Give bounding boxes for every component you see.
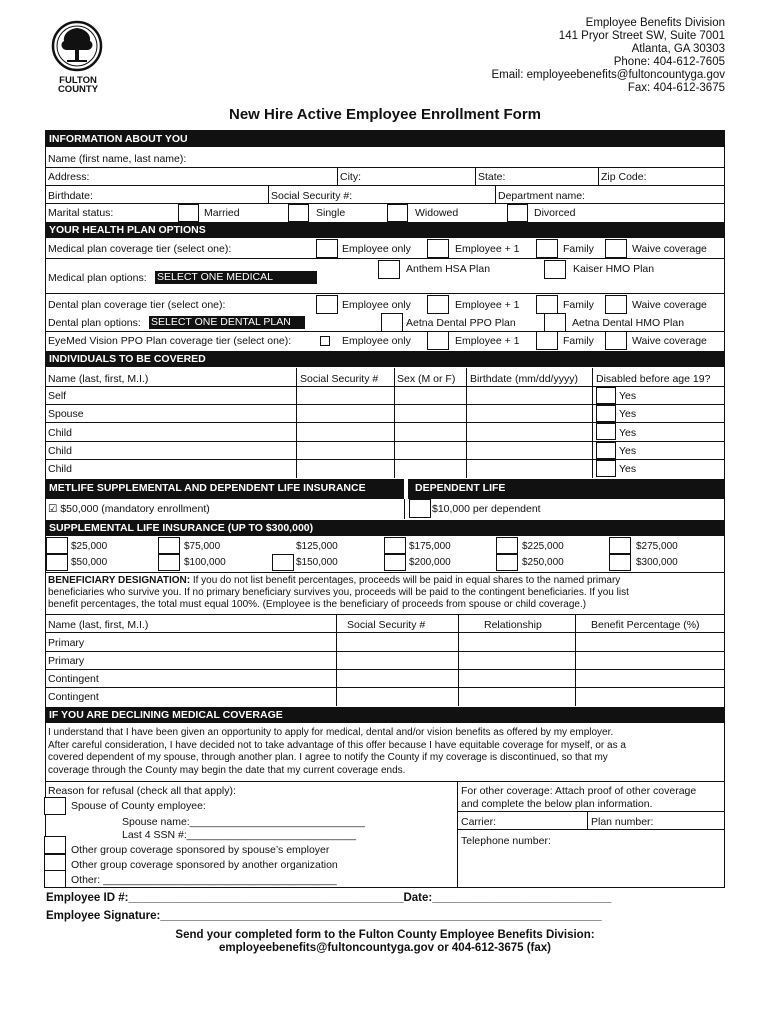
individual-row-label: Spouse: [48, 408, 84, 420]
dental-family-label: Family: [563, 299, 594, 311]
ben-row-label: Contingent: [48, 691, 99, 703]
supp-amount: $175,000: [409, 541, 451, 552]
group-spouse-checkbox[interactable]: [44, 836, 66, 854]
form-title: New Hire Active Employee Enrollment Form: [228, 106, 542, 123]
col-sex: Sex (M or F): [397, 373, 456, 385]
married-checkbox[interactable]: [178, 204, 199, 222]
vision-employee-only-checkbox[interactable]: [320, 336, 330, 346]
footer: [0, 929, 770, 955]
group-spouse-label: Other group coverage sponsored by spouse’s employer: [71, 844, 330, 856]
org-address: [491, 17, 725, 95]
proof-line1: For other coverage: Attach proof of other coverage: [461, 785, 697, 797]
dental-waive-label: Waive coverage: [632, 299, 707, 311]
aetna-hmo-checkbox[interactable]: [544, 313, 566, 332]
single-checkbox[interactable]: [288, 204, 309, 222]
medical-tier-label: Medical plan coverage tier (select one):: [48, 243, 232, 255]
disabled-yes-label: Yes: [619, 463, 637, 475]
single-label: Single: [316, 207, 346, 219]
aetna-hmo-label: Aetna Dental HMO Plan: [572, 317, 685, 329]
kaiser-hmo-checkbox[interactable]: [544, 260, 566, 279]
medical-options-label: Medical plan options:: [48, 272, 147, 284]
dental-options-label: Dental plan options:: [48, 317, 141, 329]
section-header-dependent-life: DEPENDENT LIFE: [408, 479, 724, 499]
medical-family-label: Family: [563, 243, 594, 255]
birthdate-label: Birthdate:: [48, 190, 93, 202]
reason-label: Reason for refusal (check all that apply):: [48, 785, 236, 797]
disabled-yes-label: Yes: [619, 408, 637, 420]
beneficiary-line1: If you do not list benefit percentages, proceeds will be paid in equal shares to the named primary: [190, 575, 621, 586]
supp-checkbox-300000[interactable]: [609, 554, 631, 571]
city-label: City:: [340, 171, 361, 183]
supp-amount: $225,000: [522, 541, 564, 552]
plan-number-label: Plan number:: [591, 816, 654, 828]
vision-family-label: Family: [563, 335, 594, 347]
vision-waive-label: Waive coverage: [632, 335, 707, 347]
dependent-life-label: $10,000 per dependent: [432, 503, 541, 515]
medical-waive-label: Waive coverage: [632, 243, 707, 255]
supp-amount: $200,000: [409, 557, 451, 568]
supp-amount: $125,000: [296, 541, 338, 552]
individual-row-label: Child: [48, 463, 72, 475]
supp-checkbox-150000[interactable]: [272, 554, 294, 571]
dental-employee-plus-one-label: Employee + 1: [455, 299, 520, 311]
supp-checkbox-50000[interactable]: [46, 554, 68, 571]
supp-amount: $100,000: [184, 557, 226, 568]
divorced-label: Divorced: [534, 207, 576, 219]
vision-family-checkbox[interactable]: [536, 331, 558, 350]
dental-waive-checkbox[interactable]: [605, 295, 627, 314]
divorced-checkbox[interactable]: [507, 204, 528, 222]
ben-row-label: Primary: [48, 637, 85, 649]
dental-employee-only-label: Employee only: [342, 299, 411, 311]
beneficiary-line2: beneficiaries who survive you. If no primary beneficiary survives you, proceeds will be paid to the contingent beneficiaries. If you list: [48, 587, 629, 598]
declining-line1: I understand that I have been given an opportunity to apply for medical, dental and/or vision benefits as offered by my employer.: [48, 727, 614, 738]
supp-amount: $250,000: [522, 557, 564, 568]
email-address: Email: employeebenefits@fultoncountyga.gov: [491, 69, 725, 81]
dental-family-checkbox[interactable]: [536, 295, 558, 314]
vision-waive-checkbox[interactable]: [605, 331, 627, 350]
footer-line2: employeebenefits@fultoncountyga.gov or 404-612-3675 (fax): [218, 942, 552, 954]
fulton-county-logo: [50, 20, 110, 95]
col-disabled: Disabled before age 19?: [596, 373, 711, 385]
supp-amount: $275,000: [636, 541, 678, 552]
marital-label: Marital status:: [48, 207, 114, 219]
anthem-hsa-label: Anthem HSA Plan: [406, 263, 491, 275]
ssn-label: Social Security #:: [271, 190, 353, 202]
declining-line3: covered dependent of my spouse, through another plan. I agree to notify the County if my coverage is discontinued, so that my: [48, 752, 608, 763]
declining-line4: coverage through the County may begin the date that my current coverage ends.: [48, 764, 406, 776]
tree-seal-icon: [50, 20, 110, 72]
widowed-checkbox[interactable]: [387, 204, 408, 222]
supp-checkbox-225000[interactable]: [496, 537, 518, 554]
group-other-label: Other group coverage sponsored by another organization: [71, 859, 338, 871]
division-name: Employee Benefits Division: [585, 17, 725, 29]
ben-col-percentage: Benefit Percentage (%): [591, 619, 700, 631]
medical-employee-plus-one-label: Employee + 1: [455, 243, 520, 255]
section-header-declining: IF YOU ARE DECLINING MEDICAL COVERAGE: [46, 707, 724, 723]
ben-col-name: Name (last, first, M.I.): [48, 619, 149, 631]
street-address: 141 Pryor Street SW, Suite 7001: [558, 30, 725, 42]
beneficiary-line3: benefit percentages, the total must equal 100%. (Employee is the beneficiary of proceeds from spouse or child coverage.): [48, 599, 587, 610]
medical-employee-plus-one-checkbox[interactable]: [427, 239, 449, 258]
supp-checkbox-75000[interactable]: [158, 537, 180, 554]
dental-employee-plus-one-checkbox[interactable]: [427, 295, 449, 314]
footer-line1: Send your completed form to the Fulton County Employee Benefits Division:: [175, 929, 595, 941]
ben-row-label: Contingent: [48, 673, 99, 685]
col-birthdate: Birthdate (mm/dd/yyyy): [470, 373, 578, 385]
disabled-checkbox[interactable]: [596, 442, 616, 459]
supp-amount: $75,000: [184, 541, 221, 552]
employee-id-date-line[interactable]: Employee ID #:___________________________________________Date:____________________________: [46, 892, 612, 904]
ben-row-label: Primary: [48, 655, 85, 667]
dental-tier-label: Dental plan coverage tier (select one):: [48, 299, 226, 311]
address-label: Address:: [48, 171, 90, 183]
beneficiary-paragraph: [48, 575, 724, 611]
fax-number: Fax: 404-612-3675: [627, 82, 725, 94]
state-label: State:: [478, 171, 506, 183]
city-address: Atlanta, GA 30303: [631, 43, 725, 55]
supp-amount: $50,000: [71, 557, 108, 568]
section-header-health: YOUR HEALTH PLAN OPTIONS: [46, 222, 724, 238]
kaiser-hmo-label: Kaiser HMO Plan: [573, 263, 655, 275]
vision-tier-label: EyeMed Vision PPO Plan coverage tier (select one):: [48, 335, 292, 347]
disabled-checkbox[interactable]: [596, 423, 616, 440]
supp-checkbox-175000[interactable]: [384, 537, 406, 554]
disabled-yes-label: Yes: [619, 427, 637, 439]
spouse-employee-checkbox[interactable]: [44, 797, 66, 815]
ben-col-ssn: Social Security #: [347, 619, 426, 631]
supp-amount: $300,000: [636, 557, 678, 568]
medical-family-checkbox[interactable]: [536, 239, 558, 258]
supp-checkbox-275000[interactable]: [609, 537, 631, 554]
section-header-individuals: INDIVIDUALS TO BE COVERED: [46, 351, 724, 367]
disabled-yes-label: Yes: [619, 445, 637, 457]
carrier-label: Carrier:: [461, 816, 497, 828]
medical-plan-select[interactable]: SELECT ONE MEDICAL: [155, 271, 317, 284]
section-header-info: INFORMATION ABOUT YOU: [46, 131, 724, 147]
individual-row-label: Self: [48, 390, 67, 402]
section-header-metlife: METLIFE SUPPLEMENTAL AND DEPENDENT LIFE INSURANCE: [46, 479, 724, 499]
vision-employee-plus-one-checkbox[interactable]: [427, 331, 449, 350]
supp-amount: $150,000: [296, 557, 338, 568]
supp-checkbox-100000[interactable]: [158, 554, 180, 571]
spouse-employee-label: Spouse of County employee:: [71, 800, 206, 812]
col-ssn: Social Security #: [300, 373, 379, 385]
disabled-checkbox[interactable]: [596, 387, 616, 404]
spouse-name-field[interactable]: Spouse name:______________________________: [122, 816, 365, 828]
disabled-checkbox[interactable]: [596, 460, 616, 477]
zip-label: Zip Code:: [601, 171, 647, 183]
anthem-hsa-checkbox[interactable]: [378, 260, 400, 279]
married-label: Married: [204, 207, 240, 219]
dental-employee-only-checkbox[interactable]: [316, 295, 338, 314]
col-name: Name (last, first, M.I.): [48, 373, 149, 385]
other-checkbox[interactable]: [44, 870, 66, 888]
logo-text-fulton: FULTON COUNTY: [57, 75, 99, 95]
supp-amount: $25,000: [71, 541, 108, 552]
telephone-label: Telephone number:: [461, 835, 551, 847]
department-label: Department name:: [498, 190, 585, 202]
dental-plan-select[interactable]: SELECT ONE DENTAL PLAN: [149, 316, 305, 329]
supp-checkbox-250000[interactable]: [496, 554, 518, 571]
individual-row-label: Child: [48, 445, 72, 457]
disabled-checkbox[interactable]: [596, 405, 616, 422]
employee-signature-line[interactable]: Employee Signature:_____________________________________________________________________: [46, 910, 602, 922]
supp-checkbox-25000[interactable]: [46, 537, 68, 554]
medical-employee-only-label: Employee only: [342, 243, 411, 255]
ben-col-relationship: Relationship: [484, 619, 542, 631]
supp-checkbox-200000[interactable]: [384, 554, 406, 571]
name-label: Name (first name, last name):: [48, 153, 187, 165]
declining-line2: After careful consideration, I have decided not to take advantage of this offer because I have equitable coverage for myself, or as a: [48, 739, 626, 751]
other-field[interactable]: Other: ________________________________________: [71, 874, 337, 886]
disabled-yes-label: Yes: [619, 390, 637, 402]
medical-employee-only-checkbox[interactable]: [316, 239, 338, 258]
individual-row-label: Child: [48, 427, 72, 439]
widowed-label: Widowed: [415, 207, 459, 219]
metlife-mandatory: ☑ $50,000 (mandatory enrollment): [48, 503, 210, 515]
phone-number: Phone: 404-612-7605: [613, 56, 725, 68]
medical-waive-checkbox[interactable]: [605, 239, 627, 258]
last4-ssn-field[interactable]: Last 4 SSN #:_____________________________: [122, 829, 357, 841]
vision-employee-only-label: Employee only: [342, 335, 411, 347]
vision-employee-plus-one-label: Employee + 1: [455, 335, 520, 347]
proof-line2: and complete the below plan information.: [461, 798, 653, 810]
declining-paragraph: [48, 727, 626, 777]
dependent-life-checkbox[interactable]: [409, 499, 431, 518]
aetna-ppo-checkbox[interactable]: [381, 313, 403, 332]
beneficiary-designation-label: BENEFICIARY DESIGNATION:: [48, 575, 191, 586]
section-header-supplemental: SUPPLEMENTAL LIFE INSURANCE (UP TO $300,000): [46, 520, 724, 536]
aetna-ppo-label: Aetna Dental PPO Plan: [406, 317, 516, 329]
